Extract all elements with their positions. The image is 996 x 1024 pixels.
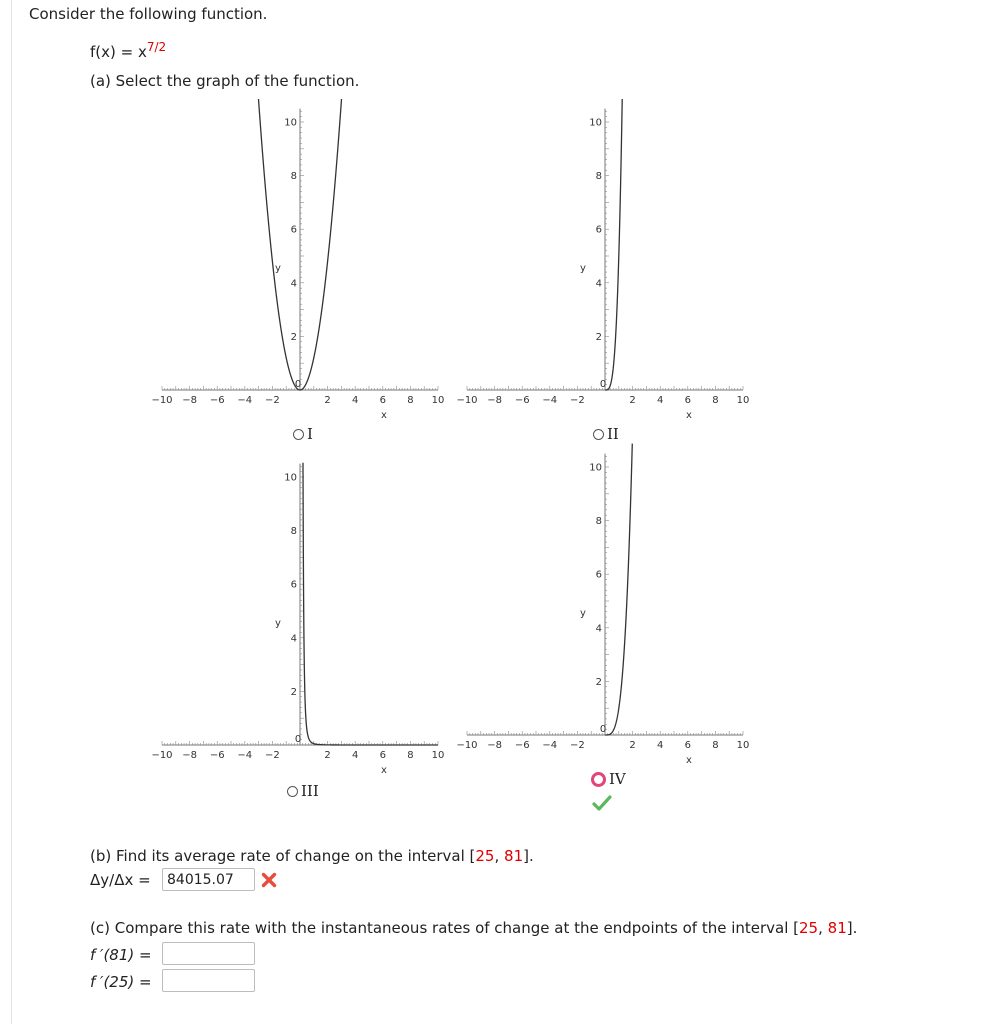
y-tick-label: 2 — [595, 676, 602, 688]
part-b-prompt — [90, 847, 534, 865]
y-tick-label: 8 — [290, 171, 297, 183]
option-iii[interactable] — [287, 782, 319, 800]
x-tick-label: −6 — [514, 740, 530, 751]
y-tick-label: 4 — [290, 278, 297, 290]
x-tick-label: 10 — [736, 740, 750, 751]
x-tick-label: 6 — [379, 395, 386, 406]
left-border — [11, 0, 12, 1024]
x-tick-label: 10 — [736, 395, 750, 406]
graph-iv — [455, 445, 755, 765]
option-ii-radio[interactable] — [593, 429, 604, 440]
option-i-label: I — [307, 425, 313, 443]
part-b-sep: , — [494, 847, 505, 865]
avg-rate-label: Δy/Δx = — [90, 871, 151, 889]
x-axis-label: x — [381, 765, 387, 776]
x-tick-label: −10 — [151, 395, 173, 406]
option-iv-label: IV — [609, 770, 626, 788]
x-tick-label: 6 — [684, 395, 691, 406]
x-tick-label: 10 — [431, 750, 445, 761]
x-tick-label: 2 — [629, 395, 636, 406]
avg-rate-input[interactable] — [162, 868, 255, 891]
y-tick-label: 8 — [595, 171, 602, 183]
option-iii-radio[interactable] — [287, 786, 298, 797]
graph-ii — [455, 100, 755, 420]
y-tick-label: 10 — [589, 462, 602, 474]
f81-label: f ′(81) = — [90, 946, 152, 964]
x-tick-label: 8 — [712, 395, 719, 406]
x-tick-label: −6 — [514, 395, 530, 406]
x-axis-label: x — [381, 410, 387, 421]
x-tick-label: 4 — [352, 750, 359, 761]
function-lhs: f(x) = x — [90, 43, 147, 61]
function-curve — [605, 99, 622, 390]
y-tick-label: 2 — [290, 331, 297, 343]
y-tick-label: 6 — [290, 224, 297, 236]
function-exponent: 7/2 — [146, 40, 167, 54]
x-tick-label: −6 — [209, 395, 225, 406]
y-tick-label: 4 — [595, 623, 602, 635]
y-tick-label: 10 — [284, 117, 297, 129]
intro-text: Consider the following function. — [29, 5, 268, 23]
part-c-interval-b: 81 — [827, 919, 847, 937]
f25-input[interactable] — [162, 969, 255, 992]
y-axis-label: y — [275, 618, 281, 629]
graph-i — [150, 100, 450, 420]
x-tick-label: 4 — [657, 395, 664, 406]
x-tick-label: 0 — [294, 379, 302, 390]
y-tick-label: 4 — [595, 278, 602, 290]
x-tick-label: −10 — [456, 740, 478, 751]
option-ii[interactable] — [593, 425, 619, 443]
check-icon — [592, 795, 612, 811]
y-tick-label: 4 — [290, 633, 297, 645]
x-tick-label: 2 — [324, 395, 331, 406]
part-c-prompt-end: ]. — [846, 919, 858, 937]
graph-iii — [150, 455, 450, 775]
option-ii-label: II — [607, 425, 619, 443]
part-b-prompt-end: ]. — [523, 847, 534, 865]
part-c-interval-a: 25 — [799, 919, 819, 937]
part-c-sep: , — [818, 919, 828, 937]
y-tick-label: 6 — [595, 569, 602, 581]
x-tick-label: 8 — [407, 750, 414, 761]
y-tick-label: 2 — [595, 331, 602, 343]
part-c-prompt — [90, 919, 857, 937]
x-tick-label: −8 — [487, 395, 502, 406]
part-c-prompt-start: (c) Compare this rate with the instantaneous rates of change at the endpoints of the interval [ — [90, 919, 800, 937]
y-tick-label: 8 — [290, 526, 297, 538]
y-tick-label: 6 — [595, 224, 602, 236]
part-b-interval-a: 25 — [475, 847, 495, 865]
x-tick-label: −4 — [542, 740, 558, 751]
y-tick-label: 6 — [290, 579, 297, 591]
y-axis-label: y — [275, 263, 281, 274]
x-tick-label: −8 — [182, 395, 197, 406]
x-tick-label: 4 — [657, 740, 664, 751]
option-i-radio[interactable] — [293, 429, 304, 440]
y-tick-label: 8 — [595, 516, 602, 528]
x-tick-label: 8 — [712, 740, 719, 751]
x-tick-label: 2 — [629, 740, 636, 751]
option-iv-radio[interactable] — [591, 772, 606, 787]
x-tick-label: 6 — [379, 750, 386, 761]
part-a-prompt: (a) Select the graph of the function. — [90, 72, 360, 90]
function-definition — [90, 40, 166, 61]
x-axis-label: x — [686, 410, 692, 421]
f25-label: f ′(25) = — [90, 973, 152, 991]
option-iii-label: III — [301, 782, 319, 800]
x-tick-label: 0 — [294, 734, 302, 745]
x-tick-label: −10 — [456, 395, 478, 406]
x-tick-label: 0 — [599, 379, 607, 390]
function-curve — [605, 444, 632, 735]
x-tick-label: −4 — [237, 395, 253, 406]
x-tick-label: 0 — [599, 724, 607, 735]
x-tick-label: −4 — [237, 750, 253, 761]
x-tick-label: 4 — [352, 395, 359, 406]
x-tick-label: −4 — [542, 395, 558, 406]
x-axis-label: x — [686, 755, 692, 766]
x-icon — [261, 872, 277, 888]
x-tick-label: −8 — [182, 750, 197, 761]
y-tick-label: 10 — [284, 472, 297, 484]
x-tick-label: −2 — [570, 740, 585, 751]
part-b-interval-b: 81 — [504, 847, 524, 865]
x-tick-label: 2 — [324, 750, 331, 761]
function-curve — [303, 463, 438, 745]
y-axis-label: y — [580, 608, 586, 619]
y-axis-label: y — [580, 263, 586, 274]
x-tick-label: −2 — [265, 750, 280, 761]
x-tick-label: 8 — [407, 395, 414, 406]
option-i[interactable] — [293, 425, 313, 443]
part-b-prompt-start: (b) Find its average rate of change on the interval [ — [90, 847, 476, 865]
x-tick-label: −10 — [151, 750, 173, 761]
y-tick-label: 2 — [290, 686, 297, 698]
x-tick-label: 6 — [684, 740, 691, 751]
x-tick-label: −2 — [570, 395, 585, 406]
x-tick-label: 10 — [431, 395, 445, 406]
x-tick-label: −8 — [487, 740, 502, 751]
x-tick-label: −6 — [209, 750, 225, 761]
y-tick-label: 10 — [589, 117, 602, 129]
x-tick-label: −2 — [265, 395, 280, 406]
option-iv[interactable] — [591, 770, 626, 788]
f81-input[interactable] — [162, 942, 255, 965]
